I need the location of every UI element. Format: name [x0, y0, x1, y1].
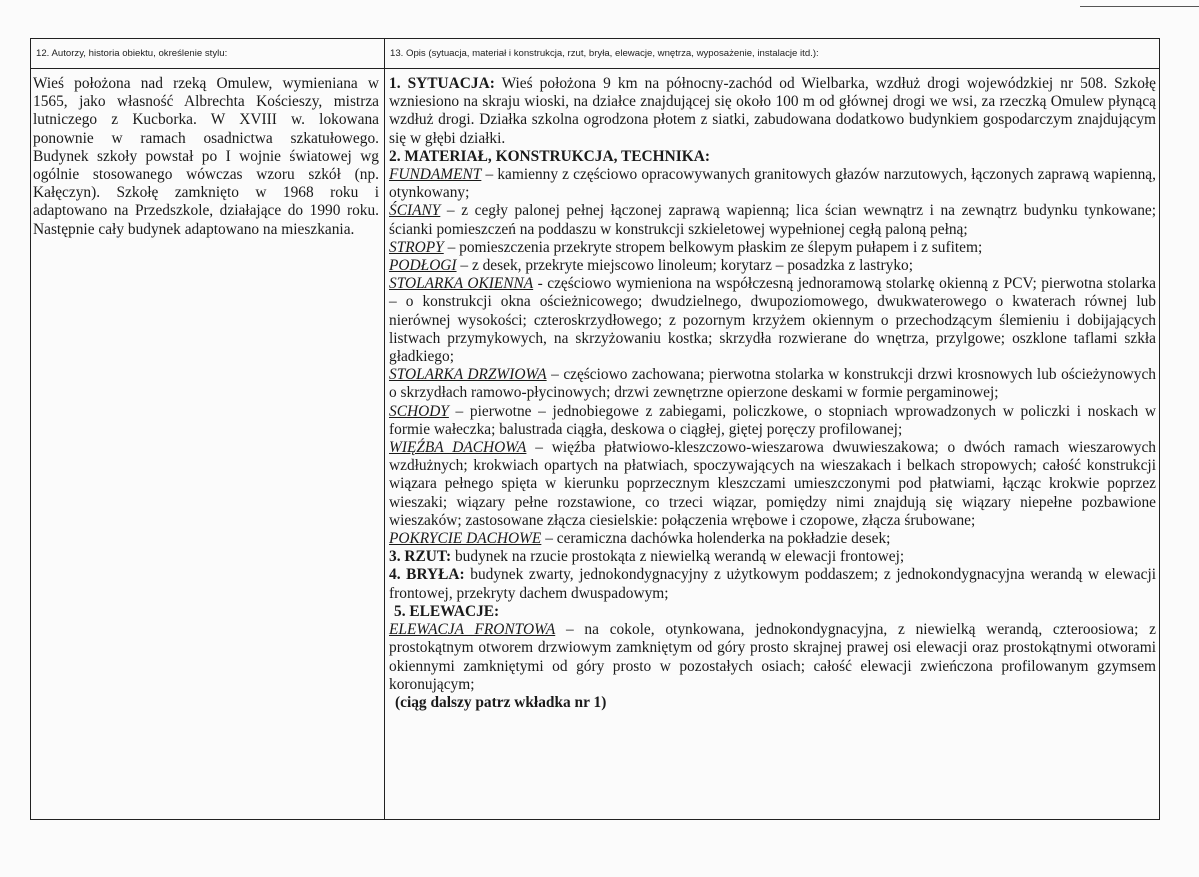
item-text: – ceramiczna dachówka holenderka na pokładzie desek; [541, 530, 891, 548]
page-edge-line [1080, 6, 1199, 7]
section-text: budynek na rzucie prostokąta z niewielką werandą w elewacji frontowej; [451, 548, 905, 566]
section-heading: 4. BRYŁA: [389, 566, 465, 584]
item-schody [389, 403, 1156, 439]
item-term: STOLARKA OKIENNA [389, 275, 534, 293]
item-elewacja-frontowa [389, 621, 1156, 694]
column-divider [384, 38, 385, 820]
section-material-heading [389, 148, 1156, 166]
item-term: FUNDAMENT [389, 166, 482, 184]
item-term: ELEWACJA FRONTOWA [389, 621, 556, 639]
section-heading: 5. ELEWACJE: [394, 602, 500, 620]
item-stolarka-drzwiowa [389, 366, 1156, 402]
item-text: – kamienny z częściowo opracowywanych granitowych głazów narzutowych, łączonych zaprawą wapienną, otynkowany; [389, 166, 1156, 202]
item-term: ŚCIANY [389, 202, 441, 220]
section-rzut [389, 548, 1156, 566]
section-bryla [389, 566, 1156, 602]
item-sciany [389, 202, 1156, 238]
item-text: – z cegły palonej pełnej łączonej zaprawą wapienną; lica ścian wewnątrz i na zewnątrz budynku tynkowane; ścianki pomieszczeń na poddaszu w konstrukcji szkieletowej wypełnionej cegłą paloną pełną; [389, 202, 1156, 238]
description-cell [389, 75, 1156, 712]
item-text: – pierwotne – jednobiegowe z zabiegami, policzkowe, o stopniach wprowadzonych w policzki i noskach w formie wałeczka; balustrada ciągła, deskowa o ciągłej, giętej poręczy profilowanej; [389, 402, 1156, 438]
item-term: PODŁOGI [389, 257, 457, 275]
section-heading: 2. MATERIAŁ, KONSTRUKCJA, TECHNIKA: [389, 147, 710, 165]
item-text: – więźba płatwiowo-kleszczowo-wieszarowa dwuwieszakowa; o dwóch ramach wieszarowych wzdłużnych; krokwiach opartych na płatwiach, spoczywających na wieszakach i belkach stropowych; całość konstrukcji wiązara pełnego spięta w kierunku poprzecznym kleszczami umieszczonymi pod płatwiami, łącząc krokwie poprzez wieszaki; wiązary pełne rozstawione, co trzeci wiązar, pomiędzy nimi znajdują się wiązary niepełne pozbawione wieszaków; zastosowane złącza ciesielskie: połączenia wrębowe i czopowe, złącza śrubowane; [389, 439, 1156, 529]
section-situation [389, 75, 1156, 148]
item-stropy [389, 239, 1156, 257]
item-term: WIĘŹBA DACHOWA [389, 439, 527, 457]
item-term: STOLARKA DRZWIOWA [389, 366, 547, 384]
continuation-text: (ciąg dalszy patrz wkładka nr 1) [395, 693, 607, 711]
header-divider [30, 68, 1160, 69]
item-term: POKRYCIE DACHOWE [389, 530, 542, 548]
continuation-note [389, 694, 1156, 712]
item-podlogi [389, 257, 1156, 275]
history-text: Wieś położona nad rzeką Omulew, wymieniana w 1565, jako własność Albrechta Kościeszy, mistrza lutniczego z Kucborka. W XVIII w. lokowana ponownie w ramach osadnictwa szkatułowego. Budynek szkoły powstał po I wojnie światowej wg ogólnie stosowanego wówczas wzoru szkół (np. Kałęczyn). Szkołę zamknięto w 1968 roku i adaptowano na Przedszkole, działające do 1990 roku. Następnie cały budynek adaptowano na mieszkania. [33, 75, 379, 238]
item-fundament [389, 166, 1156, 202]
item-term: STROPY [389, 238, 444, 256]
item-pokrycie [389, 530, 1156, 548]
item-term: SCHODY [389, 402, 449, 420]
history-cell [33, 75, 379, 239]
item-text: – na cokole, otynkowana, jednokondygnacyjna, z niewielką werandą, czteroosiowa; z prostokątnym otworem drzwiowym zamkniętym od góry prosto skrajnej prawej osi elewacji oraz prostokątnymi otworami okiennymi zamkniętymi od góry prosto w pozostałych osiach; całość elewacji zwieńczona profilowanym gzymsem koronującym; [389, 621, 1156, 693]
field-13-header: 13. Opis (sytuacja, materiał i konstrukcja, rzut, bryła, elewacje, wnętrza, wyposażenie, instalacje itd.): [390, 47, 819, 59]
section-heading: 1. SYTUACJA: [389, 75, 495, 92]
section-heading: 3. RZUT: [389, 548, 452, 566]
item-text: – pomieszczenia przekryte stropem belkowym płaskim ze ślepym pułapem i z sufitem; [443, 238, 983, 256]
section-elewacje-heading [389, 603, 1156, 621]
item-text: – z desek, przekryte miejscowo linoleum; korytarz – posadzka z lastryko; [456, 257, 913, 275]
item-wiezba [389, 439, 1156, 530]
item-text: – częściowo zachowana; pierwotna stolarka w konstrukcji drzwi krosnowych lub ościeżynowych o skrzydłach ramowo-płycinowych; drzwi zewnętrzne opierzone deskami w formie pergaminowej; [389, 366, 1156, 402]
section-text: budynek zwarty, jednokondygnacyjny z użytkowym poddaszem; z jednokondygnacyjna werandą w elewacji frontowej, przekryty dachem dwuspadowym; [389, 566, 1156, 602]
field-12-header: 12. Autorzy, historia obiektu, określenie stylu: [36, 47, 228, 59]
section-text: Wieś położona 9 km na północny-zachód od Wielbarka, wzdłuż drogi wojewódzkiej nr 508. Szkołę wzniesiono na skraju wioski, na działce znajdującej się około 100 m od głównej drogi we wsi, za rzeczką Omulew płynącą wzdłuż drogi. Działka szkolna ogrodzona płotem z siatki, zabudowana dodatkowo budynkiem gospodarczym znajdującym się w głębi działki. [389, 75, 1157, 147]
item-stolarka-okienna [389, 275, 1156, 366]
item-text: - częściowo wymieniona na współczesną jednoramową stolarkę okienną z PCV; pierwotna stolarka – o konstrukcji okna ościeżnicowego; dwudzielnego, dwupoziomowego, dwukwaterowego o kwaterach równej lub nierównej wysokości; czteroskrzydłowego; z pozornym krzyżem okiennym o przechodzącym ślemieniu i dobijających listwach przymykowych, na skrzyżowaniu kostka; skrzydła rozwierane do wnętrza, przylgowe; oszklone taflami szkła gładkiego; [389, 275, 1156, 366]
